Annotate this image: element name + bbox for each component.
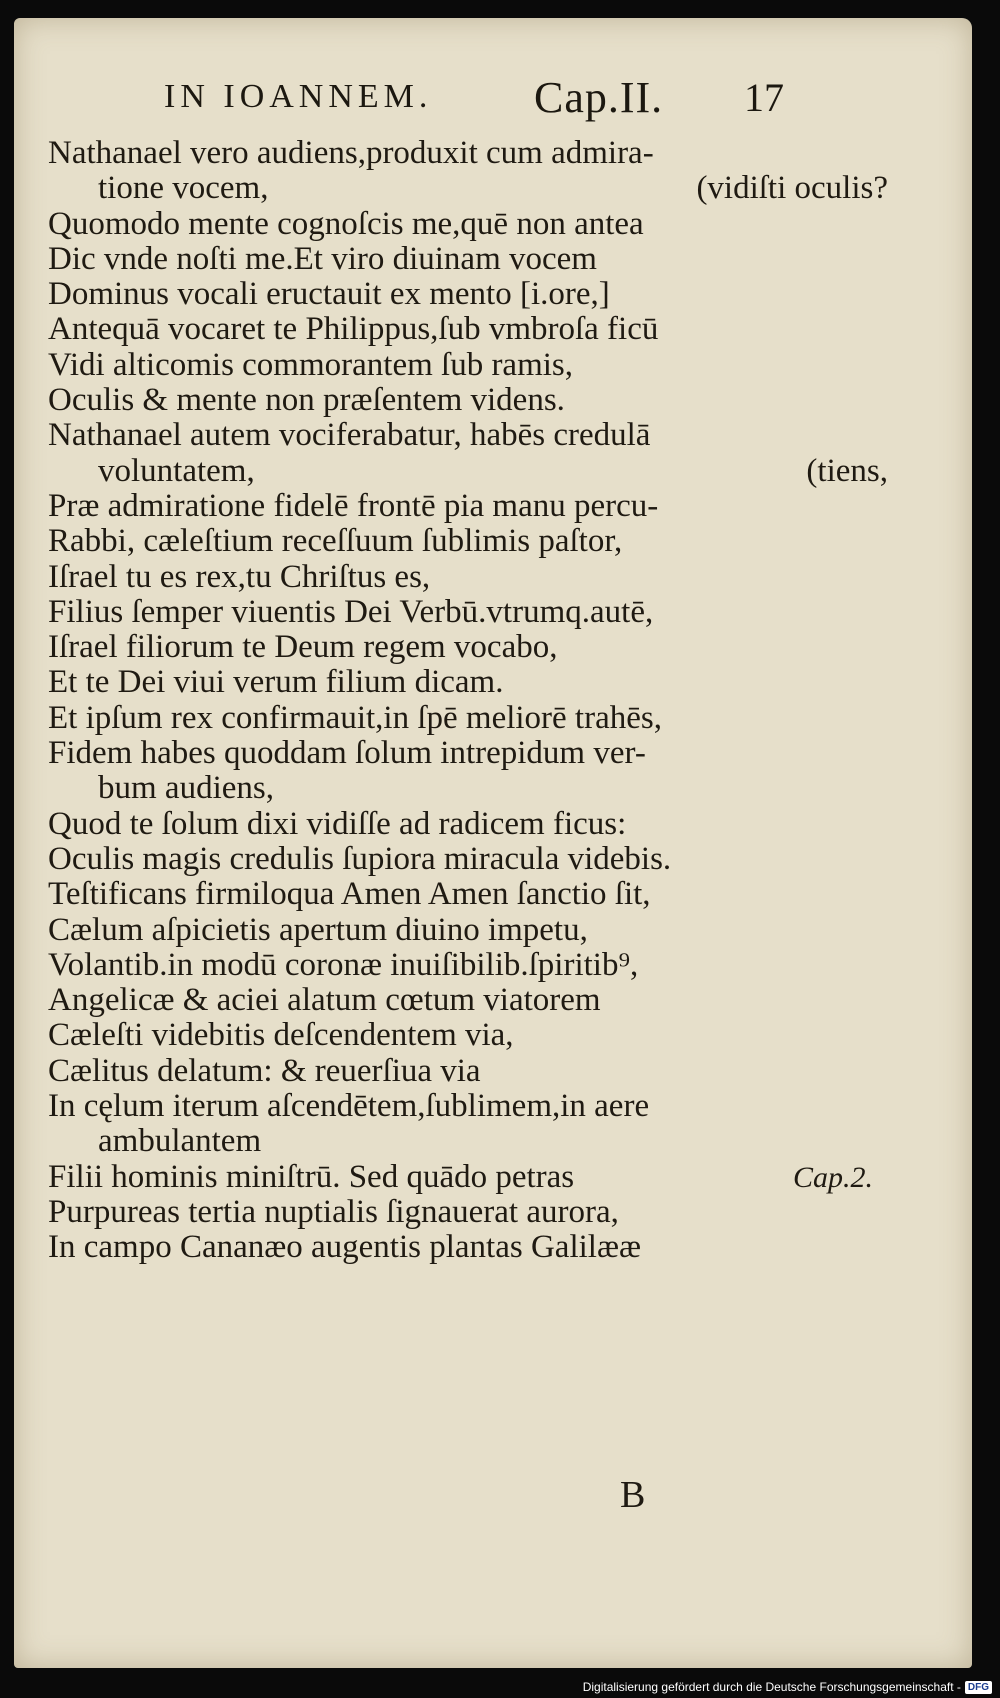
verse-line-text: Cælum aſpicietis apertum diuino impetu,: [48, 911, 588, 948]
verse-line: [48, 454, 928, 489]
verse-line: [48, 348, 928, 383]
verse-line-text: Oculis magis credulis ſupiora miracula videbis.: [48, 840, 672, 877]
verse-line: [48, 207, 928, 242]
verse-line-text: Oculis & mente non præſentem videns.: [48, 382, 565, 419]
verse-line-text: Nathanael vero audiens,produxit cum admira-: [48, 135, 654, 171]
verse-line-text: voluntatem,: [98, 452, 255, 489]
verse-line-text: Quomodo mente cognoſcis me,quē non antea: [48, 205, 644, 242]
verse-line: [48, 842, 928, 877]
verse-line: [48, 1230, 928, 1265]
header-title: IN IOANNEM.: [164, 78, 433, 115]
credit-text: Digitalisierung gefördert durch die Deutsche Forschungsgemeinschaft -: [582, 1680, 961, 1694]
verse-line-text: Vidi alticomis commorantem ſub ramis,: [48, 346, 574, 383]
verse-line-text: Dominus vocali eructauit ex mento [i.ore,]: [48, 276, 610, 313]
verse-line: [48, 701, 928, 736]
verse-line-text: Præ admiratione fidelē frontē pia manu percu-: [48, 487, 659, 524]
verse-line: [48, 1160, 928, 1195]
verse-line: [48, 595, 928, 630]
signature-mark: B: [620, 1474, 646, 1516]
verse-line-text: Filii hominis miniſtrū. Sed quādo petras: [48, 1158, 575, 1195]
verse-line: [48, 1195, 928, 1230]
verse-line: [48, 983, 928, 1018]
verse-line-fragment: (tiens,: [806, 452, 888, 489]
verse-line-text: Quod te ſolum dixi vidiſſe ad radicem ficus:: [48, 805, 627, 842]
verse-line: [48, 489, 928, 524]
verse-line-text: Filius ſemper viuentis Dei Verbū.vtrumq.autē,: [48, 593, 654, 630]
verse-line: [48, 171, 928, 206]
verse-line: [48, 630, 928, 665]
verse-line: [48, 136, 928, 171]
verse-line-text: Rabbi, cæleſtium receſſuum ſublimis paſtor,: [48, 523, 623, 560]
verse-line: [48, 242, 928, 277]
verse-line: [48, 312, 928, 347]
verse-line: [48, 665, 928, 700]
verse-line-text: Cæleſti videbitis deſcendentem via,: [48, 1017, 514, 1054]
verse-line-text: Iſrael filiorum te Deum regem vocabo,: [48, 629, 558, 666]
page-number: 17: [744, 75, 784, 120]
verse-line-text: Et te Dei viui verum filium dicam.: [48, 664, 504, 701]
verse-text: [48, 136, 928, 1266]
verse-line: [48, 948, 928, 983]
verse-line: [48, 277, 928, 312]
verse-line-text: In campo Cananæo augentis plantas Galilææ: [48, 1229, 641, 1266]
verse-line: [48, 418, 928, 453]
verse-line: [48, 383, 928, 418]
verse-line-text: tione vocem,: [98, 170, 269, 207]
verse-line-text: Dic vnde noſti me.Et viro diuinam vocem: [48, 240, 597, 277]
verse-line-text: Purpureas tertia nuptialis ſignauerat aurora,: [48, 1193, 619, 1230]
verse-line: [48, 807, 928, 842]
verse-line: [48, 877, 928, 912]
verse-line: [48, 1089, 928, 1124]
verse-line-fragment: (vidiſti oculis?: [696, 170, 888, 207]
verse-line: [48, 913, 928, 948]
verse-line-text: In cęlum iterum aſcendētem,ſublimem,in aere: [48, 1088, 650, 1125]
verse-line-text: Angelicæ & aciei alatum cœtum viatorem: [48, 982, 601, 1019]
marginal-note: Cap.2.: [792, 1160, 873, 1194]
verse-line-text: Antequā vocaret te Philippus,ſub vmbroſa ficū: [48, 311, 659, 348]
verse-line: [48, 524, 928, 559]
verse-line: [48, 1018, 928, 1053]
verse-line-text: Nathanael autem vociferabatur, habēs credulā: [48, 417, 651, 454]
verse-line-text: Fidem habes quoddam ſolum intrepidum ver-: [48, 735, 646, 772]
verse-line-text: bum audiens,: [98, 770, 274, 807]
verse-line: [48, 560, 928, 595]
verse-line-text: ambulantem: [98, 1123, 262, 1160]
verse-line-text: Cælitus delatum: & reuerſiua via: [48, 1052, 481, 1089]
verse-line-text: Teſtificans firmiloqua Amen Amen ſanctio ſit,: [48, 876, 651, 913]
verse-line-text: Et ipſum rex confirmauit,in ſpē meliorē trahēs,: [48, 699, 662, 736]
dfg-logo: DFG: [965, 1681, 992, 1694]
verse-line: [48, 771, 928, 806]
verse-line: [48, 1054, 928, 1089]
verse-line: [48, 736, 928, 771]
verse-line-text: Volantib.in modū coronæ inuiſibilib.ſpiritib⁹,: [48, 946, 639, 983]
verse-line-text: Iſrael tu es rex,tu Chriſtus es,: [48, 558, 431, 595]
header-chapter: Cap.II.: [534, 73, 664, 122]
running-header: [54, 73, 924, 138]
book-page: [14, 18, 972, 1668]
verse-line: [48, 1124, 928, 1159]
digitization-credit: [583, 1680, 992, 1694]
